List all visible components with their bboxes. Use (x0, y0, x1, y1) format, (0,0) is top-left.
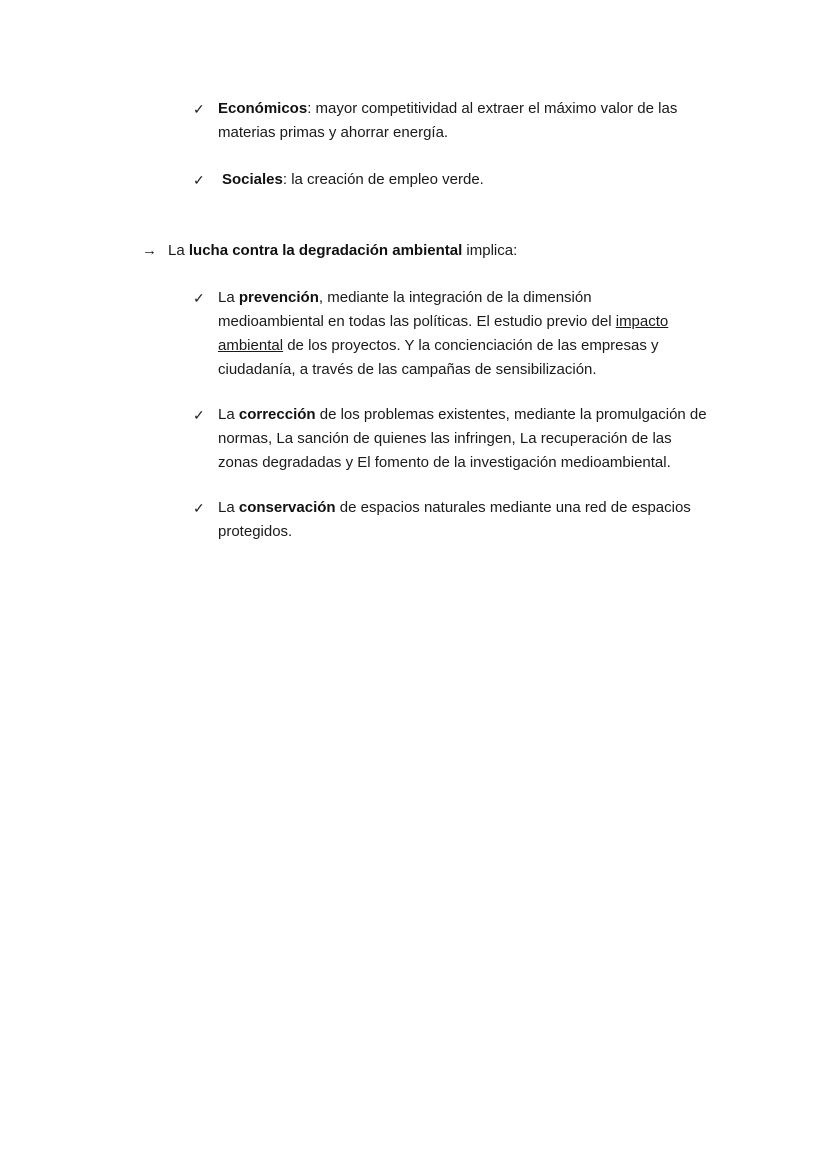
checkmark-icon: ✓ (193, 407, 205, 423)
term-conservacion: conservación (238, 499, 336, 516)
term-correccion: corrección (238, 406, 316, 423)
checkmark-icon: ✓ (193, 172, 205, 188)
arrow-right-icon: → (142, 242, 157, 259)
term-economicos: Económicos (218, 100, 308, 117)
underlined-ambiental: ambiental (218, 337, 284, 354)
underlined-impacto: impacto (615, 313, 669, 330)
document-page: ✓ Económicos: mayor competitividad al extraer el máximo valor de las materias primas y ahorrar energía. ✓ Sociales: la creación de empleo verde. → La lucha contra la degradación ambiental implica: ✓ La prevención, mediante la integración de la dimensión medioambiental en todas las políticas. El estudio previo del impacto ambiental de los proyectos. Y la concienciación de las empresas y ciudadanía, a través de las campañas de sensibilización. ✓ La corrección de los problemas existentes, mediante la promulgación de normas, La sanción de quienes las infringen, La recuperación de las zonas degradadas y El fomento de la investigación medioambiental. ✓ La conservación de espacios naturales mediante una red de espacios protegidos. (0, 0, 828, 1171)
term-sociales: Sociales (222, 171, 283, 188)
section-heading-degradacion: → La lucha contra la degradación ambiental implica: (142, 239, 517, 263)
term-prevencion: prevención (238, 289, 319, 306)
checkmark-icon: ✓ (193, 101, 205, 117)
checkmark-icon: ✓ (193, 290, 205, 306)
checkmark-icon: ✓ (193, 500, 205, 516)
